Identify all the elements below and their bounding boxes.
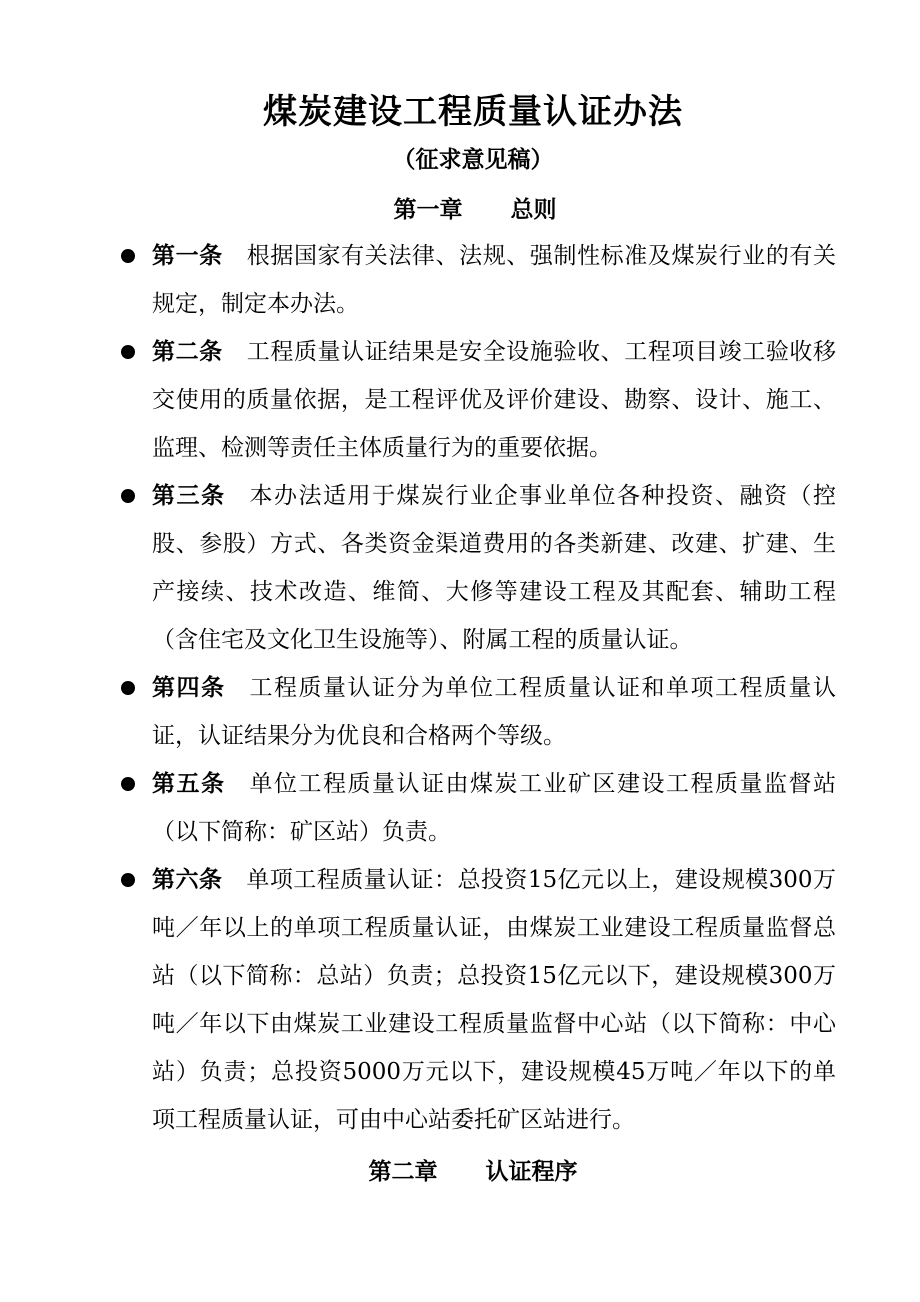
article-text: 本办法适用于煤炭行业企事业单位各种投资、融资（控股、参股）方式、各类资金渠道费用的各类新建、改建、扩建、生产接续、技术改造、维简、大修等建设工程及其配套、辅助工程（含住宅及文化卫生设施等）、附属工程的质量认证。 bbox=[152, 483, 836, 653]
chapter-label: 第一章 bbox=[393, 196, 463, 223]
bullet-icon bbox=[121, 681, 135, 695]
article-text: 工程质量认证结果是安全设施验收、工程项目竣工验收移交使用的质量依据，是工程评优及评价建设、勘察、设计、施工、监理、检测等责任主体质量行为的重要依据。 bbox=[152, 339, 837, 461]
article-number: 第二条 bbox=[152, 338, 223, 365]
chapter-name: 总则 bbox=[510, 196, 557, 223]
bullet-icon bbox=[121, 345, 135, 359]
article-number: 第一条 bbox=[152, 242, 223, 269]
article-number: 第三条 bbox=[152, 482, 226, 509]
article-text: 根据国家有关法律、法规、强制性标准及煤炭行业的有关规定，制定本办法。 bbox=[152, 243, 837, 317]
document-title: 煤炭建设工程质量认证办法 bbox=[263, 92, 683, 132]
article-number: 第六条 bbox=[152, 866, 223, 893]
article-number: 第四条 bbox=[152, 674, 226, 701]
bullet-icon bbox=[121, 873, 135, 887]
article-list bbox=[0, 232, 920, 1144]
document-subtitle: （征求意见稿） bbox=[392, 146, 554, 173]
bullet-icon bbox=[121, 249, 135, 263]
article-number: 第五条 bbox=[152, 770, 226, 797]
article-text: 单位工程质量认证由煤炭工业矿区建设工程质量监督站（以下简称：矿区站）负责。 bbox=[152, 771, 836, 845]
article-text: 单项工程质量认证：总投资15亿元以上，建设规模300万吨／年以上的单项工程质量认证，由煤炭工业建设工程质量监督总站（以下简称：总站）负责；总投资15亿元以下，建设规模300万吨／年以下由煤炭工业建设工程质量监督中心站（以下简称：中心站）负责；总投资5000万元以下，建设规模45万吨／年以下的单项工程质量认证，可由中心站委托矿区站进行。 bbox=[152, 867, 837, 1133]
article-1 bbox=[0, 232, 836, 328]
chapter-heading-1 bbox=[0, 192, 920, 228]
article-5 bbox=[0, 760, 836, 856]
article-4 bbox=[0, 664, 836, 760]
article-2 bbox=[0, 328, 836, 472]
bullet-icon bbox=[121, 489, 135, 503]
chapter-name: 认证程序 bbox=[485, 1158, 578, 1185]
chapter-label: 第二章 bbox=[368, 1158, 438, 1185]
chapter-heading-2 bbox=[0, 1154, 920, 1190]
article-6 bbox=[0, 856, 836, 1144]
article-3 bbox=[0, 472, 836, 664]
article-text: 工程质量认证分为单位工程质量认证和单项工程质量认证，认证结果分为优良和合格两个等级。 bbox=[152, 675, 836, 749]
bullet-icon bbox=[121, 777, 135, 791]
